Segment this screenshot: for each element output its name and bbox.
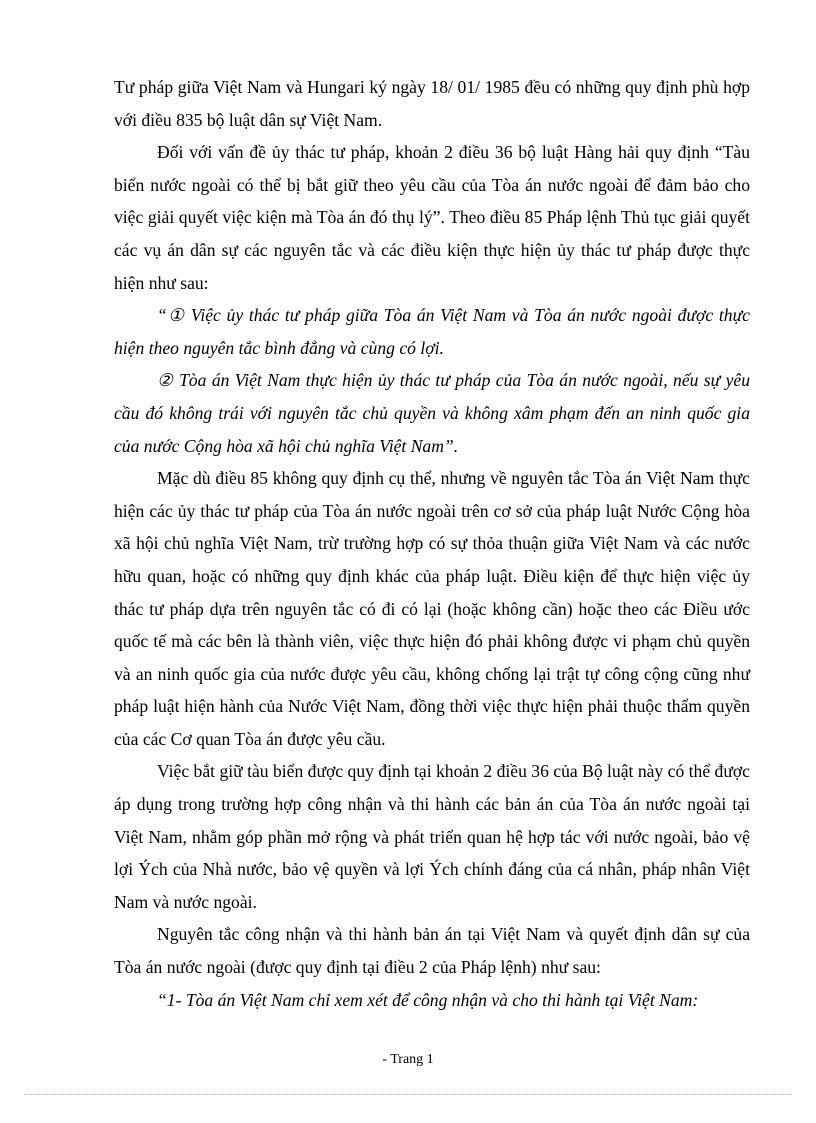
paragraph-recognition-principles: Nguyên tắc công nhận và thi hành bản án tại Việt Nam và quyết định dân sự của Tòa án nước ngoài (được quy định tại điều 2 của Pháp lệnh) như sau: [114, 924, 750, 978]
paragraph-article-85: Mặc dù điều 85 không quy định cụ thể, nhưng về nguyên tắc Tòa án Việt Nam thực hiện các ủy thác tư pháp của Tòa án nước ngoài trên cơ sở của pháp luật Nước Cộng hòa xã hội chủ nghĩa Việt Nam, trừ trường hợp có sự thỏa thuận giữa Việt Nam và các nước hữu quan, hoặc có những quy định khác của pháp luật. Điều kiện để thực hiện việc ủy thác tư pháp dựa trên nguyên tắc có đi có lại (hoặc không cần) hoặc theo các Điều ước quốc tế mà các bên là thành viên, việc thực hiện đó phải không được vi phạm chủ quyền và an ninh quốc gia của nước được yêu cầu, không chống lại trật tự công cộng cũng như pháp luật hiện hành của Nước Việt Nam, đồng thời việc thực hiện phải thuộc thẩm quyền của các Cơ quan Tòa án được yêu cầu. [114, 468, 750, 749]
page-break-divider [24, 1094, 792, 1095]
paragraph-judicial-delegation: Đối với vấn đề ủy thác tư pháp, khoản 2 điều 36 bộ luật Hàng hải quy định “Tàu biển nước ngoài có thể bị bắt giữ theo yêu cầu của Tòa án nước ngoài để đảm bảo cho việc giải quyết việc kiện mà Tòa án đó thụ lý”. Theo điều 85 Pháp lệnh Thủ tục giải quyết các vụ án dân sự các nguyên tắc và các điều kiện thực hiện ủy thác tư pháp được thực hiện như sau: [114, 142, 750, 293]
quote-clause-1: “① Việc ủy thác tư pháp giữa Tòa án Việt Nam và Tòa án nước ngoài được thực hiện theo nguyên tắc bình đẳng và cùng có lợi. [114, 305, 750, 358]
quote-clause-2: ② Tòa án Việt Nam thực hiện ủy thác tư pháp của Tòa án nước ngoài, nếu sự yêu cầu đó không trái với nguyên tắc chủ quyền và không xâm phạm đến an ninh quốc gia của nước Cộng hòa xã hội chủ nghĩa Việt Nam”. [114, 370, 750, 456]
document-body [114, 71, 750, 1016]
quote-recognition-clause: “1- Tòa án Việt Nam chỉ xem xét để công nhận và cho thi hành tại Việt Nam: [157, 989, 699, 1010]
paragraph-ship-arrest: Việc bắt giữ tàu biển được quy định tại khoản 2 điều 36 của Bộ luật này có thể được áp dụng trong trường hợp công nhận và thi hành các bản án của Tòa án nước ngoài tại Việt Nam, nhằm góp phần mở rộng và phát triển quan hệ hợp tác với nước ngoài, bảo vệ lợi Ých của Nhà nước, bảo vệ quyền và lợi Ých chính đáng của cá nhân, pháp nhân Việt Nam và nước ngoài. [114, 761, 750, 912]
paragraph-continuation: Tư pháp giữa Việt Nam và Hungari ký ngày 18/ 01/ 1985 đều có những quy định phù hợp với điều 835 bộ luật dân sự Việt Nam. [114, 77, 750, 130]
page-footer: - Trang 1 [382, 1052, 434, 1067]
